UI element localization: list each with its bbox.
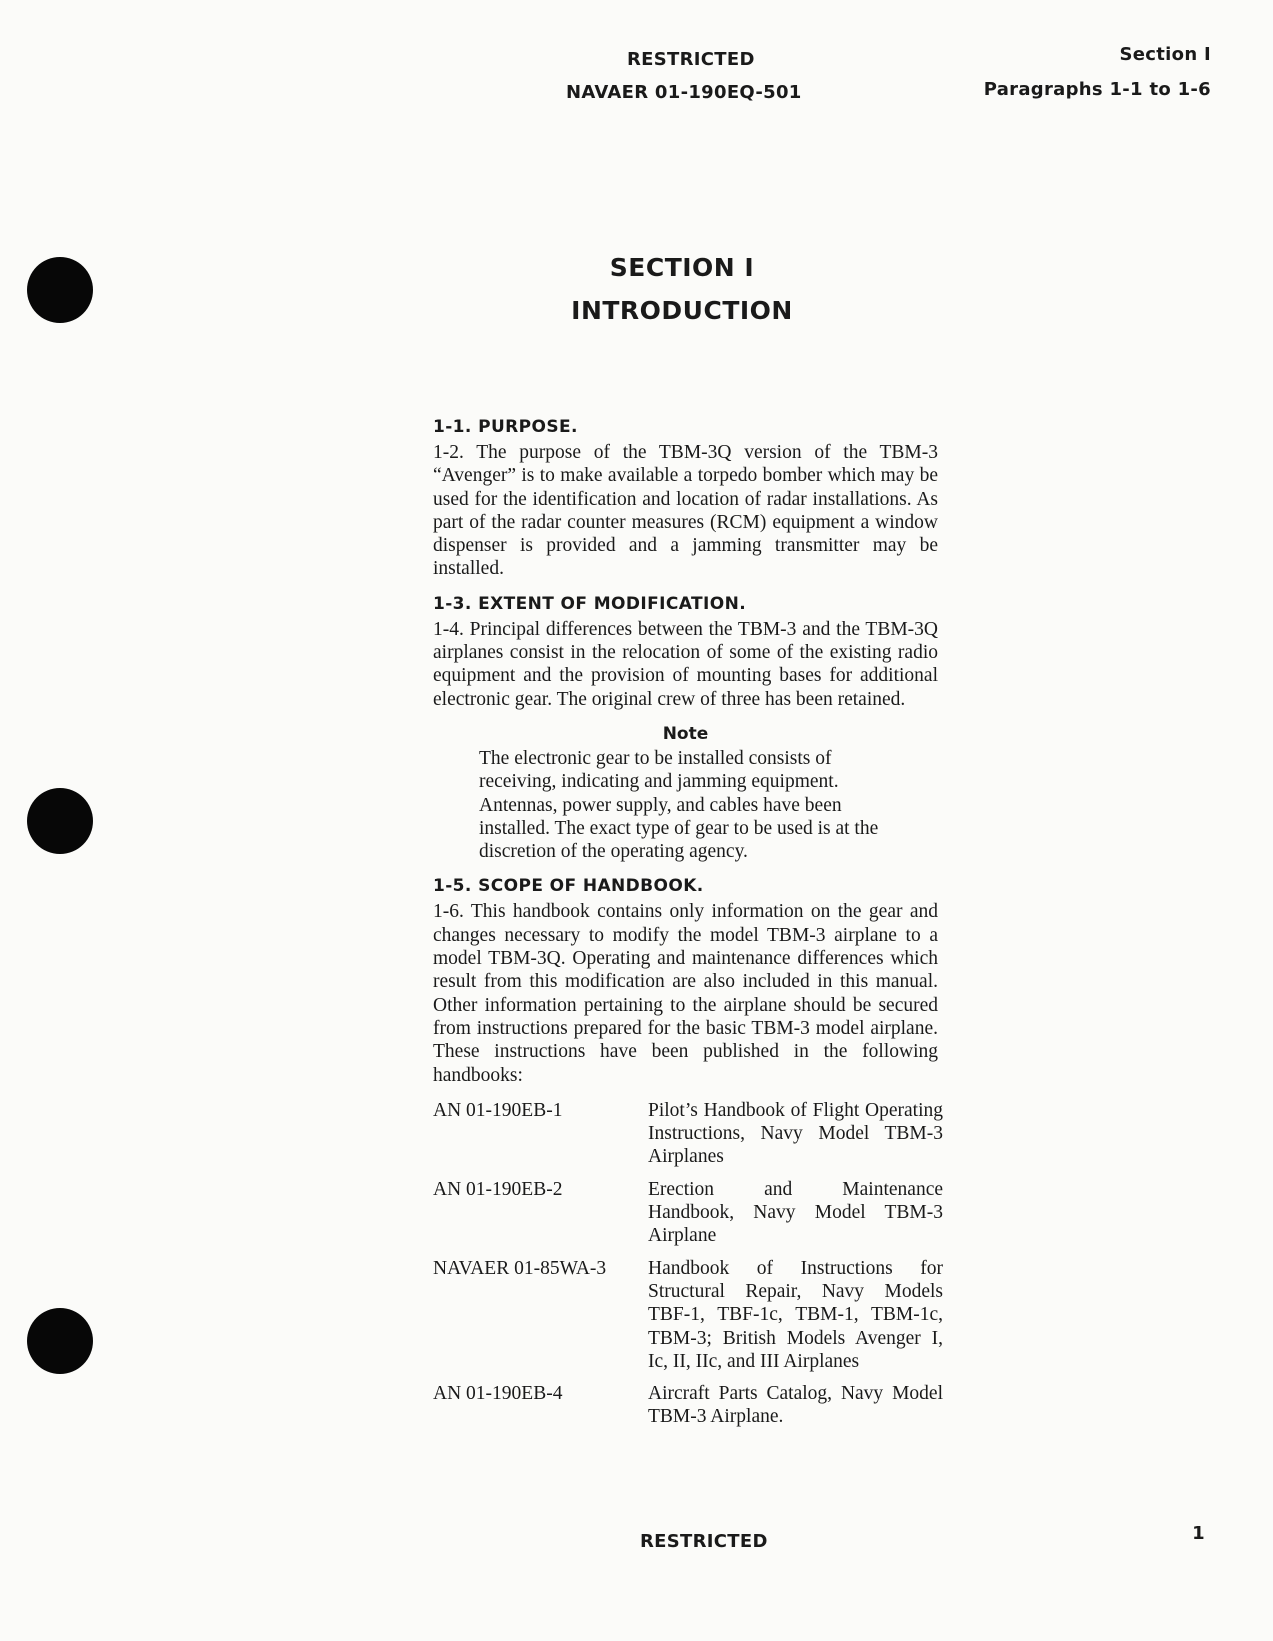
heading-purpose: 1-1. PURPOSE.: [433, 417, 578, 437]
header-paragraph-range: Paragraphs 1-1 to 1-6: [983, 79, 1211, 100]
table-row: [433, 1178, 943, 1257]
binder-hole-middle: [27, 788, 93, 854]
table-row: [433, 1099, 943, 1178]
page-number: 1: [1192, 1523, 1205, 1544]
handbook-title: Erection and Maintenance Handbook, Navy Model TBM-3 Airplane: [648, 1178, 943, 1247]
handbook-code: AN 01-190EB-4: [433, 1383, 563, 1405]
handbook-title: Pilot’s Handbook of Flight Operating Instructions, Navy Model TBM-3 Airplanes: [648, 1099, 943, 1168]
paragraph-scope: 1-6. This handbook contains only information on the gear and changes necessary to modify the model TBM-3 airplane to a model TBM-3Q. Operating and maintenance differences which result from this modification are also included in this manual. Other information pertaining to the airplane should be secured from instructions prepared for the basic TBM-3 model airplane. These instructions have been published in the following handbooks:: [433, 901, 938, 1086]
handbook-reference-table: [433, 1099, 943, 1438]
header-publication-number: NAVAER 01-190EQ-501: [566, 82, 802, 103]
footer-classification: RESTRICTED: [640, 1531, 768, 1552]
body-content: [433, 414, 943, 1438]
header-classification: RESTRICTED: [627, 49, 755, 70]
handbook-code: AN 01-190EB-1: [433, 1099, 563, 1121]
note-body: The electronic gear to be installed consists of receiving, indicating and jamming equipment. Antennas, power supply, and cables have been installed. The exact type of gear to be used is at the discretion of the operating agency.: [479, 747, 879, 863]
heading-extent-of-modification: 1-3. EXTENT OF MODIFICATION.: [433, 593, 747, 614]
binder-hole-bottom: [27, 1308, 93, 1374]
paragraph-purpose: 1-2. The purpose of the TBM-3Q version of the TBM-3 “Avenger” is to make available a torpedo bomber which may be used for the identification and location of radar installations. As part of the radar counter measures (RCM) equipment a window dispenser is provided and a jamming transmitter may be installed.: [433, 442, 938, 580]
header-section-label: Section I: [1119, 44, 1211, 65]
section-title: SECTION I: [609, 253, 755, 282]
handbook-title: Aircraft Parts Catalog, Navy Model TBM-3 Airplane.: [648, 1383, 943, 1428]
section-name: INTRODUCTION: [571, 296, 793, 325]
table-row: [433, 1257, 943, 1382]
note-title: Note: [662, 723, 709, 744]
handbook-title: Handbook of Instructions for Structural Repair, Navy Models TBF-1, TBF-1c, TBM-1, TBM-1c, TBM-3; British Models Avenger I, Ic, II, IIc, and III Airplanes: [648, 1257, 943, 1372]
table-row: [433, 1382, 943, 1438]
handbook-code: AN 01-190EB-2: [433, 1178, 563, 1200]
heading-scope-of-handbook: 1-5. SCOPE OF HANDBOOK.: [433, 876, 704, 897]
handbook-code: NAVAER 01-85WA-3: [433, 1257, 607, 1279]
paragraph-extent: 1-4. Principal differences between the TBM-3 and the TBM-3Q airplanes consist in the relocation of some of the existing radio equipment and the provision of mounting bases for additional electronic gear. The original crew of three has been retained.: [433, 618, 938, 710]
